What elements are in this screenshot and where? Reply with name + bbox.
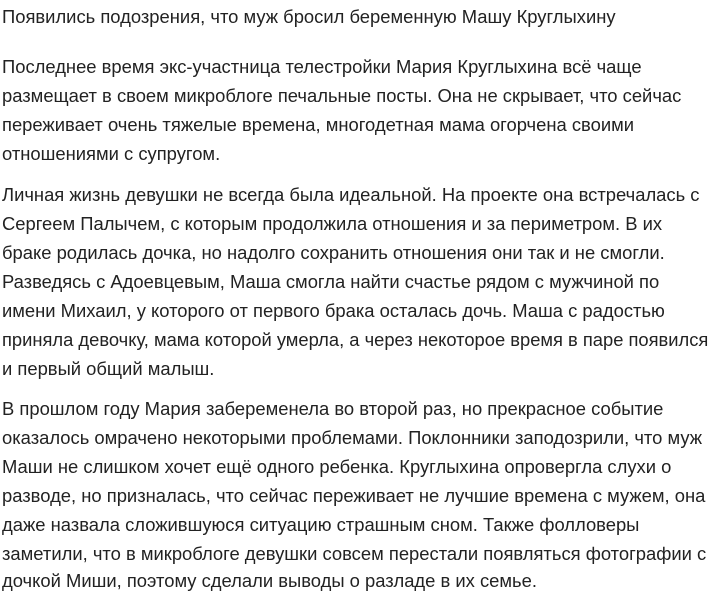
paragraph-line: оказалось омрачено некоторыми проблемами. Поклонники заподозрили, что муж bbox=[2, 427, 703, 448]
paragraph-line: разводе, но призналась, что сейчас переживает не лучшие времена с мужем, она bbox=[2, 485, 706, 506]
paragraph-line: Последнее время экс-участница телестройки Мария Круглыхина всё чаще bbox=[2, 56, 642, 77]
paragraph-line: имени Михаил, у которого от первого брака осталась дочь. Маша с радостью bbox=[2, 300, 665, 321]
paragraph-line: Маши не слишком хочет ещё одного ребенка. Круглыхина опровергла слухи о bbox=[2, 456, 672, 477]
paragraph-line: заметили, что в микроблоге девушки совсем перестали появляться фотографии с bbox=[2, 543, 707, 564]
paragraph-line: Личная жизнь девушки не всегда была идеальной. На проекте она встречалась с bbox=[2, 184, 700, 205]
paragraph-line: Сергеем Палычем, с которым продолжила отношения и за периметром. В их bbox=[2, 213, 663, 234]
paragraph-line: даже назвала сложившуюся ситуацию страшным сном. Также фолловеры bbox=[2, 514, 640, 535]
paragraph-line: отношениями с супругом. bbox=[2, 143, 221, 164]
paragraph-line: и первый общий малыш. bbox=[2, 358, 215, 379]
paragraph-line: приняла девочку, мама которой умерла, а через некоторое время в паре появился bbox=[2, 329, 709, 350]
paragraph-line: дочкой Миши, поэтому сделали выводы о разладе в их семье. bbox=[2, 570, 537, 591]
paragraph-line: переживает очень тяжелые времена, многодетная мама огорчена своими bbox=[2, 114, 635, 135]
paragraph-line: браке родилась дочка, но надолго сохранить отношения они так и не смогли. bbox=[2, 242, 665, 263]
paragraph-line: Разведясь с Адоевцевым, Маша смогла найти счастье рядом с мужчиной по bbox=[2, 271, 660, 292]
paragraph-line: В прошлом году Мария забеременела во второй раз, но прекрасное событие bbox=[2, 398, 664, 419]
paragraph-line: размещает в своем микроблоге печальные посты. Она не скрывает, что сейчас bbox=[2, 85, 682, 106]
article-title: Появились подозрения, что муж бросил беременную Машу Круглыхину bbox=[2, 6, 616, 27]
